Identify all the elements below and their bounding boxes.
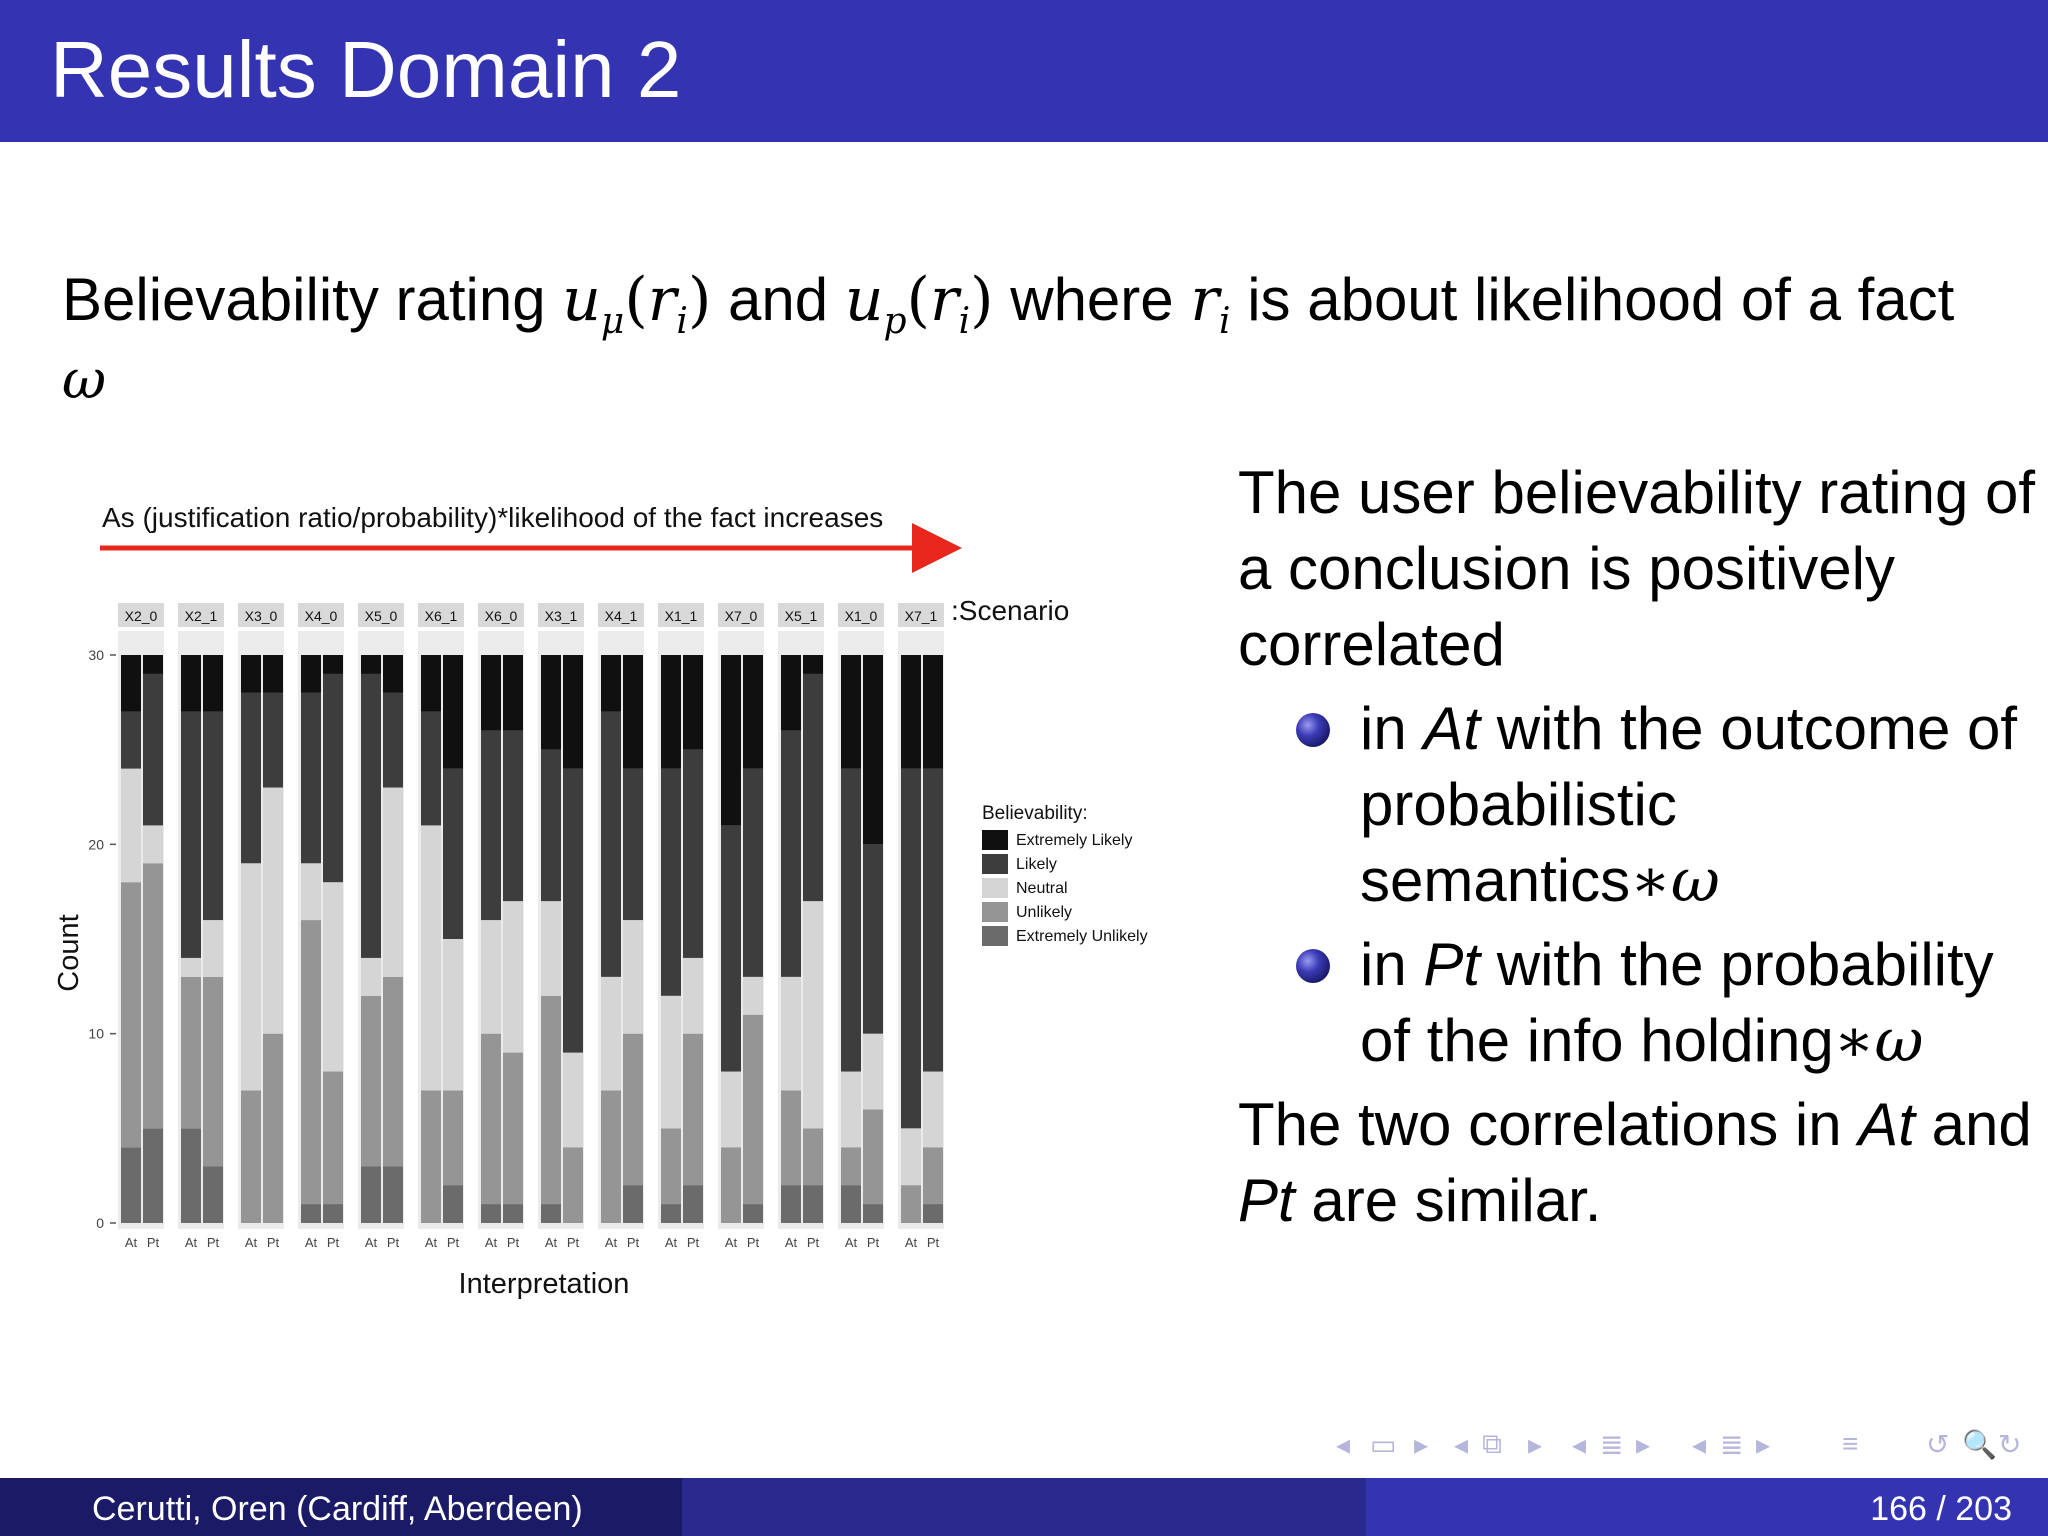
bar-segment <box>923 1072 943 1148</box>
bar-segment <box>301 1204 321 1223</box>
bar-segment <box>781 1090 801 1185</box>
bullet-icon <box>1296 949 1330 983</box>
facet-strip-label: X1_0 <box>844 608 878 624</box>
bar-segment <box>721 825 741 1071</box>
bar-segment <box>541 996 561 1204</box>
bar-segment <box>323 1204 343 1223</box>
nav-forward-icon[interactable]: ↻ <box>1998 1429 2022 1460</box>
bar-segment <box>721 655 741 825</box>
x-tick-label: At <box>724 1235 738 1250</box>
facet-strip-label: X5_0 <box>364 608 398 624</box>
bar-segment <box>263 1034 283 1223</box>
bar-segment <box>503 901 523 1052</box>
bar-segment <box>301 693 321 863</box>
nav-prev-section-icon[interactable]: ◂ <box>1454 1429 1469 1460</box>
bar-segment <box>923 769 943 1072</box>
y-tick-label: 10 <box>88 1025 104 1042</box>
headline-text-1: Believability rating <box>62 266 563 333</box>
bar-segment <box>181 712 201 958</box>
bar-segment <box>241 863 261 1090</box>
bar-segment <box>181 958 201 977</box>
explanation-text <box>1238 455 2038 1239</box>
bar-segment <box>623 769 643 920</box>
bar-segment <box>541 750 561 901</box>
facet-strip-label: X4_1 <box>604 608 638 624</box>
bar-segment <box>803 674 823 901</box>
bar-segment <box>661 655 681 769</box>
term-pt: Pt <box>1238 1167 1295 1234</box>
bar-segment <box>841 655 861 769</box>
bar-segment <box>323 882 343 1071</box>
bar-segment <box>601 655 621 712</box>
bar-segment <box>421 825 441 1090</box>
y-tick-label: 20 <box>88 836 104 853</box>
bar-segment <box>923 655 943 769</box>
bar-segment <box>481 731 501 920</box>
bar-segment <box>481 1204 501 1223</box>
math-u-mu: $u_\mu$ <box>562 265 625 342</box>
math-ast-omega: ∗ω <box>1833 1006 1924 1076</box>
bar-segment <box>503 1053 523 1204</box>
math-r-i: $r_i$ <box>647 265 688 342</box>
x-tick-label: Pt <box>626 1235 640 1250</box>
facet-strip-label: X7_1 <box>904 608 938 624</box>
bar-segment <box>383 693 403 788</box>
x-tick-label: At <box>604 1235 618 1250</box>
headline-text-4: is about likelihood of a fact <box>1230 266 1955 333</box>
bar-segment <box>121 882 141 1147</box>
bar-segment <box>781 977 801 1091</box>
x-tick-label: Pt <box>746 1235 760 1250</box>
bar-segment <box>661 1204 681 1223</box>
x-tick-label: Pt <box>806 1235 820 1250</box>
bar-segment <box>863 844 883 1033</box>
facet-label-scenario: :Scenario <box>951 595 1070 626</box>
bar-segment <box>923 1147 943 1204</box>
bar-segment <box>803 655 823 674</box>
bar-segment <box>203 712 223 920</box>
bar-segment <box>361 674 381 958</box>
slide-headline <box>62 262 2012 414</box>
nav-prev-frame-icon[interactable]: ◂ <box>1336 1429 1351 1460</box>
nav-subsection-icon[interactable]: ≣ <box>1600 1429 1624 1460</box>
bar-segment <box>661 1128 681 1204</box>
bar-segment <box>263 788 283 1034</box>
nav-next-frame-icon[interactable]: ▸ <box>1414 1429 1429 1460</box>
bar-segment <box>443 1185 463 1223</box>
bar-segment <box>421 712 441 826</box>
bar-segment <box>781 1185 801 1223</box>
bar-segment <box>601 1090 621 1223</box>
bar-segment <box>743 769 763 977</box>
bar-segment <box>683 655 703 750</box>
x-tick-label: At <box>364 1235 378 1250</box>
legend-swatch <box>982 854 1008 874</box>
facet-strip-label: X5_1 <box>784 608 818 624</box>
footer-authors: Cerutti, Oren (Cardiff, Aberdeen) <box>92 1490 583 1528</box>
bar-segment <box>361 996 381 1166</box>
x-tick-label: At <box>244 1235 258 1250</box>
facet-strip-label: X6_0 <box>484 608 518 624</box>
bar-segment <box>623 655 643 769</box>
bar-segment <box>661 996 681 1129</box>
bullet-text: with the probability of the info holding <box>1360 931 1994 1074</box>
bar-segment <box>263 693 283 788</box>
bar-segment <box>203 655 223 712</box>
x-tick-label: At <box>484 1235 498 1250</box>
x-axis-label: Interpretation <box>458 1268 630 1300</box>
bar-segment <box>803 901 823 1128</box>
bar-segment <box>481 1034 501 1204</box>
bullet-item-pt <box>1238 927 2038 1079</box>
bar-segment <box>541 655 561 750</box>
x-tick-label: At <box>424 1235 438 1250</box>
bar-segment <box>121 655 141 712</box>
nav-prev-subsub-icon[interactable]: ◂ <box>1692 1429 1707 1460</box>
bar-segment <box>563 1147 583 1223</box>
bar-segment <box>803 1128 823 1185</box>
bar-segment <box>601 977 621 1091</box>
bar-segment <box>181 977 201 1128</box>
footer-bar <box>0 1478 2048 1536</box>
bar-segment <box>541 1204 561 1223</box>
x-tick-label: Pt <box>506 1235 520 1250</box>
bar-segment <box>721 1147 741 1223</box>
bar-segment <box>563 655 583 769</box>
bullet-term-at: At <box>1423 695 1481 762</box>
nav-back-icon[interactable]: ↺ <box>1926 1429 1950 1460</box>
paren-close: ) <box>970 265 994 335</box>
x-tick-label: Pt <box>266 1235 280 1250</box>
y-axis-label: Count <box>53 914 85 992</box>
bar-segment <box>361 655 381 674</box>
math-ast-omega: ∗ω <box>1630 846 1720 916</box>
legend-title: Believability: <box>982 803 1088 824</box>
x-tick-label: At <box>844 1235 858 1250</box>
slide-title: Results Domain 2 <box>50 25 682 114</box>
bar-segment <box>683 1185 703 1223</box>
bar-segment <box>623 920 643 1034</box>
chart-arrow-text: As (justification ratio/probability)*likelihood of the fact increases <box>102 502 884 533</box>
bar-segment <box>863 1109 883 1204</box>
nav-search-icon[interactable]: 🔍 <box>1962 1429 1997 1460</box>
title-bar <box>0 0 2048 142</box>
bar-segment <box>301 863 321 920</box>
legend-label: Unlikely <box>1016 904 1073 921</box>
bar-segment <box>143 1128 163 1223</box>
bar-segment <box>481 920 501 1034</box>
x-tick-label: At <box>784 1235 798 1250</box>
nav-next-subsection-icon[interactable]: ▸ <box>1636 1429 1651 1460</box>
bar-segment <box>601 712 621 977</box>
footer-page-number: 166 / 203 <box>1870 1490 2012 1528</box>
bar-segment <box>383 1166 403 1223</box>
x-tick-label: Pt <box>866 1235 880 1250</box>
bar-segment <box>661 769 681 996</box>
nav-prev-subsection-icon[interactable]: ◂ <box>1572 1429 1587 1460</box>
bar-segment <box>263 655 283 693</box>
legend-swatch <box>982 926 1008 946</box>
bar-segment <box>203 920 223 977</box>
bar-segment <box>481 655 501 731</box>
bar-segment <box>923 1204 943 1223</box>
headline-text-2: and <box>711 266 845 333</box>
legend-swatch <box>982 878 1008 898</box>
x-tick-label: At <box>904 1235 918 1250</box>
bar-segment <box>623 1034 643 1185</box>
bar-segment <box>503 1204 523 1223</box>
bar-segment <box>863 1204 883 1223</box>
bullet-text: in <box>1360 931 1424 998</box>
bullet-icon <box>1296 713 1330 747</box>
bar-segment <box>781 731 801 977</box>
bar-segment <box>361 958 381 996</box>
x-tick-label: Pt <box>926 1235 940 1250</box>
bar-segment <box>683 958 703 1034</box>
facet-strip-label: X3_0 <box>244 608 278 624</box>
paren-close: ) <box>687 265 712 335</box>
x-tick-label: Pt <box>686 1235 700 1250</box>
nav-frame-icon[interactable]: ▭ <box>1370 1429 1397 1460</box>
nav-align-icon[interactable]: ≡ <box>1842 1428 1859 1459</box>
facet-strip-label: X6_1 <box>424 608 458 624</box>
bar-segment <box>683 1034 703 1185</box>
bar-segment <box>901 769 921 1129</box>
paren-open: ( <box>624 265 648 335</box>
bar-segment <box>443 939 463 1090</box>
conclusion-paragraph: The two correlations in At and Pt are similar. <box>1238 1091 2032 1234</box>
bar-segment <box>323 655 343 674</box>
bar-segment <box>743 1015 763 1204</box>
bar-segment <box>121 769 141 883</box>
bullet-item-at <box>1238 691 2038 919</box>
bar-segment <box>383 655 403 693</box>
bullet-text: in <box>1360 695 1424 762</box>
bar-segment <box>301 655 321 693</box>
legend-label: Extremely Likely <box>1016 832 1133 849</box>
x-tick-label: Pt <box>146 1235 160 1250</box>
bar-segment <box>841 1185 861 1223</box>
bar-segment <box>841 1147 861 1185</box>
nav-next-subsub-icon[interactable]: ▸ <box>1756 1429 1771 1460</box>
bar-segment <box>203 977 223 1166</box>
x-tick-label: At <box>184 1235 198 1250</box>
nav-section-icon[interactable]: ⧉ <box>1482 1428 1502 1459</box>
facet-strip-label: X7_0 <box>724 608 758 624</box>
bar-segment <box>503 655 523 731</box>
bar-segment <box>743 1204 763 1223</box>
bar-segment <box>863 1034 883 1110</box>
x-tick-label: At <box>304 1235 318 1250</box>
bar-segment <box>181 655 201 712</box>
intro-paragraph: The user believability rating of a conclusion is positively correlated <box>1238 459 2036 678</box>
facet-strip-label: X2_0 <box>124 608 158 624</box>
bar-segment <box>241 693 261 863</box>
legend-label: Likely <box>1016 856 1057 873</box>
bar-segment <box>683 750 703 958</box>
legend-swatch <box>982 902 1008 922</box>
bar-segment <box>541 901 561 996</box>
legend-label: Neutral <box>1016 880 1068 897</box>
x-tick-label: Pt <box>386 1235 400 1250</box>
bar-segment <box>301 920 321 1204</box>
bar-segment <box>361 1166 381 1223</box>
facet-strip-label: X1_1 <box>664 608 698 624</box>
x-tick-label: Pt <box>206 1235 220 1250</box>
bar-segment <box>203 1166 223 1223</box>
bar-segment <box>743 977 763 1015</box>
x-tick-label: At <box>544 1235 558 1250</box>
bullet-term-pt: Pt <box>1423 931 1481 998</box>
legend-swatch <box>982 830 1008 850</box>
bar-segment <box>383 788 403 977</box>
paren-open: ( <box>906 265 930 335</box>
bar-segment <box>323 1072 343 1205</box>
bar-segment <box>143 655 163 674</box>
bar-segment <box>781 655 801 731</box>
bar-segment <box>743 655 763 769</box>
bar-segment <box>143 863 163 1128</box>
bar-segment <box>443 655 463 769</box>
y-tick-label: 0 <box>96 1215 104 1231</box>
math-r-i: $r_i$ <box>929 265 971 342</box>
bar-segment <box>323 674 343 882</box>
beamer-navigation <box>1330 1428 2040 1468</box>
bar-segment <box>841 769 861 1072</box>
bar-segment <box>121 712 141 769</box>
legend-label: Extremely Unlikely <box>1016 928 1148 945</box>
math-r-i: $r_i$ <box>1190 265 1231 342</box>
bar-segment <box>901 1128 921 1185</box>
headline-text-3: where <box>993 266 1191 333</box>
x-tick-label: Pt <box>326 1235 340 1250</box>
facet-strip-label: X3_1 <box>544 608 578 624</box>
bar-segment <box>421 1090 441 1223</box>
bar-segment <box>383 977 403 1166</box>
nav-next-section-icon[interactable]: ▸ <box>1528 1429 1543 1460</box>
bar-segment <box>241 1090 261 1223</box>
bar-segment <box>803 1185 823 1223</box>
bar-segment <box>623 1185 643 1223</box>
bullet-text: with the outcome of probabilistic semantics <box>1360 695 2018 914</box>
x-tick-label: At <box>664 1235 678 1250</box>
x-tick-label: Pt <box>446 1235 460 1250</box>
bar-segment <box>563 769 583 1053</box>
bar-segment <box>841 1072 861 1148</box>
bar-segment <box>121 1147 141 1223</box>
math-u-p: $u_p$ <box>844 265 907 342</box>
math-omega: ω <box>62 348 107 411</box>
bar-segment <box>143 674 163 825</box>
bar-segment <box>143 825 163 863</box>
bar-segment <box>443 1090 463 1185</box>
bar-segment <box>901 655 921 769</box>
x-tick-label: At <box>124 1235 138 1250</box>
bar-segment <box>563 1053 583 1148</box>
nav-subsub-icon[interactable]: ≣ <box>1720 1429 1744 1460</box>
bar-segment <box>721 1072 741 1148</box>
bar-segment <box>503 731 523 901</box>
bar-segment <box>421 655 441 712</box>
x-tick-label: Pt <box>566 1235 580 1250</box>
bar-segment <box>241 655 261 693</box>
facet-strip-label: X2_1 <box>184 608 218 624</box>
bar-segment <box>901 1185 921 1223</box>
bar-segment <box>181 1128 201 1223</box>
footer-middle <box>682 1478 1366 1536</box>
y-tick-label: 30 <box>88 647 104 663</box>
term-at: At <box>1858 1091 1915 1158</box>
bar-segment <box>443 769 463 939</box>
facet-strip-label: X4_0 <box>304 608 338 624</box>
believability-chart <box>40 495 1190 1315</box>
bar-segment <box>863 655 883 844</box>
